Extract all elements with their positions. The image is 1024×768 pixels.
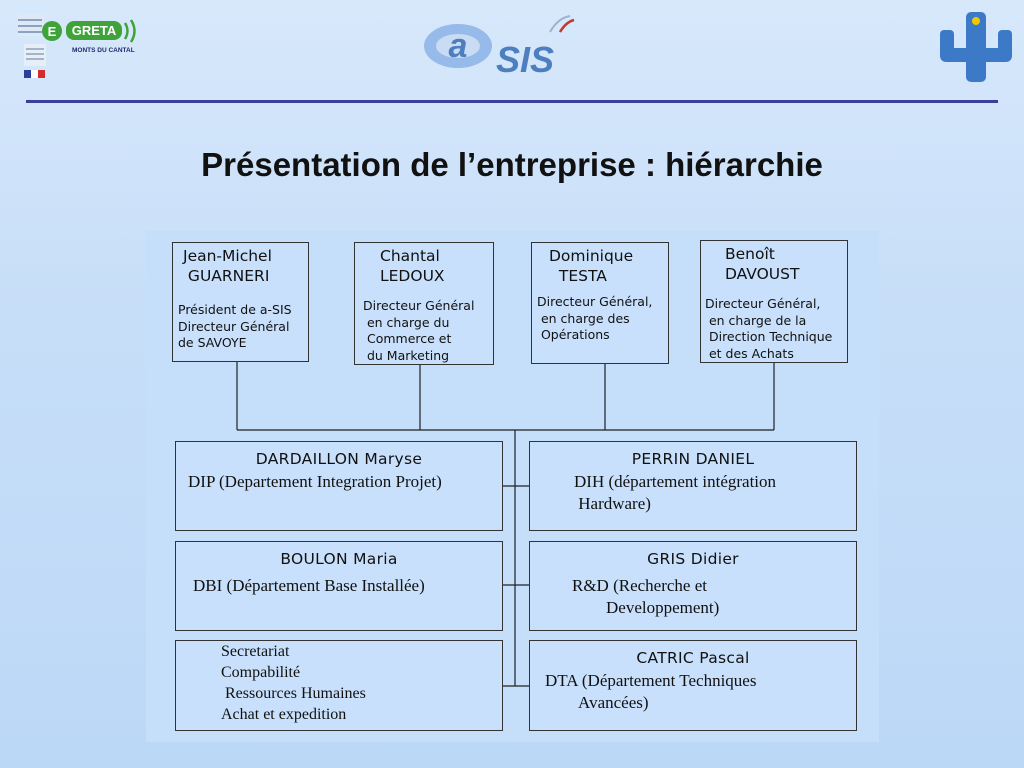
department-head: PERRIN DANIEL: [631, 450, 755, 468]
executive-description: Directeur Général, en charge de la Direction Technique et des Achats: [705, 296, 833, 361]
department-head: DARDAILLON Maryse: [255, 450, 423, 468]
executive-name: Dominique TESTA: [549, 247, 634, 285]
department-head: GRIS Didier: [647, 550, 739, 568]
department-description: DTA (Département Techniques Avancées): [545, 671, 757, 712]
department-head: CATRIC Pascal: [636, 649, 750, 667]
corner-logo: [936, 8, 1016, 86]
executive-description: Directeur Général en charge du Commerce et du Marketing: [363, 298, 475, 363]
executive-box-ledoux: [354, 242, 494, 365]
executive-description: Directeur Général, en charge des Opérations: [537, 294, 653, 342]
department-description: R&D (Recherche et Developpement): [572, 576, 720, 617]
org-chart: [146, 231, 879, 742]
svg-text:MONTS DU CANTAL: MONTS DU CANTAL: [72, 47, 135, 54]
department-head: BOULON Maria: [280, 550, 398, 568]
svg-text:SIS: SIS: [496, 39, 555, 80]
executive-box-guarneri: [172, 242, 309, 362]
svg-text:E: E: [47, 24, 57, 39]
header-divider: [26, 100, 998, 103]
executive-box-testa: [531, 242, 669, 364]
department-box-admin: [175, 640, 503, 731]
slide-header: [0, 0, 1024, 100]
department-box-dip: [175, 441, 503, 531]
executive-name: Chantal LEDOUX: [380, 247, 445, 285]
executive-box-davoust: [700, 240, 848, 363]
executive-name: Jean-Michel GUARNERI: [183, 247, 272, 285]
svg-text:a: a: [448, 27, 468, 65]
department-description: DBI (Département Base Installée): [193, 576, 425, 595]
asis-logo: [412, 10, 592, 80]
department-box-dta: [529, 640, 857, 731]
department-box-dih: [529, 441, 857, 531]
department-description: DIP (Departement Integration Projet): [188, 472, 442, 491]
department-box-dbi: [175, 541, 503, 631]
executive-name: Benoît DAVOUST: [725, 245, 800, 283]
executive-description: Président de a-SIS Directeur Général de SAVOYE: [178, 302, 292, 350]
department-description: DIH (département intégration Hardware): [574, 472, 777, 513]
slide-title: Présentation de l’entreprise : hiérarchie: [201, 146, 823, 183]
department-description: Secretariat Compabilité Ressources Humaines Achat et expedition: [221, 643, 366, 723]
department-box-rd: [529, 541, 857, 631]
svg-text:GRETA: GRETA: [71, 23, 117, 38]
greta-logo: [12, 12, 152, 82]
